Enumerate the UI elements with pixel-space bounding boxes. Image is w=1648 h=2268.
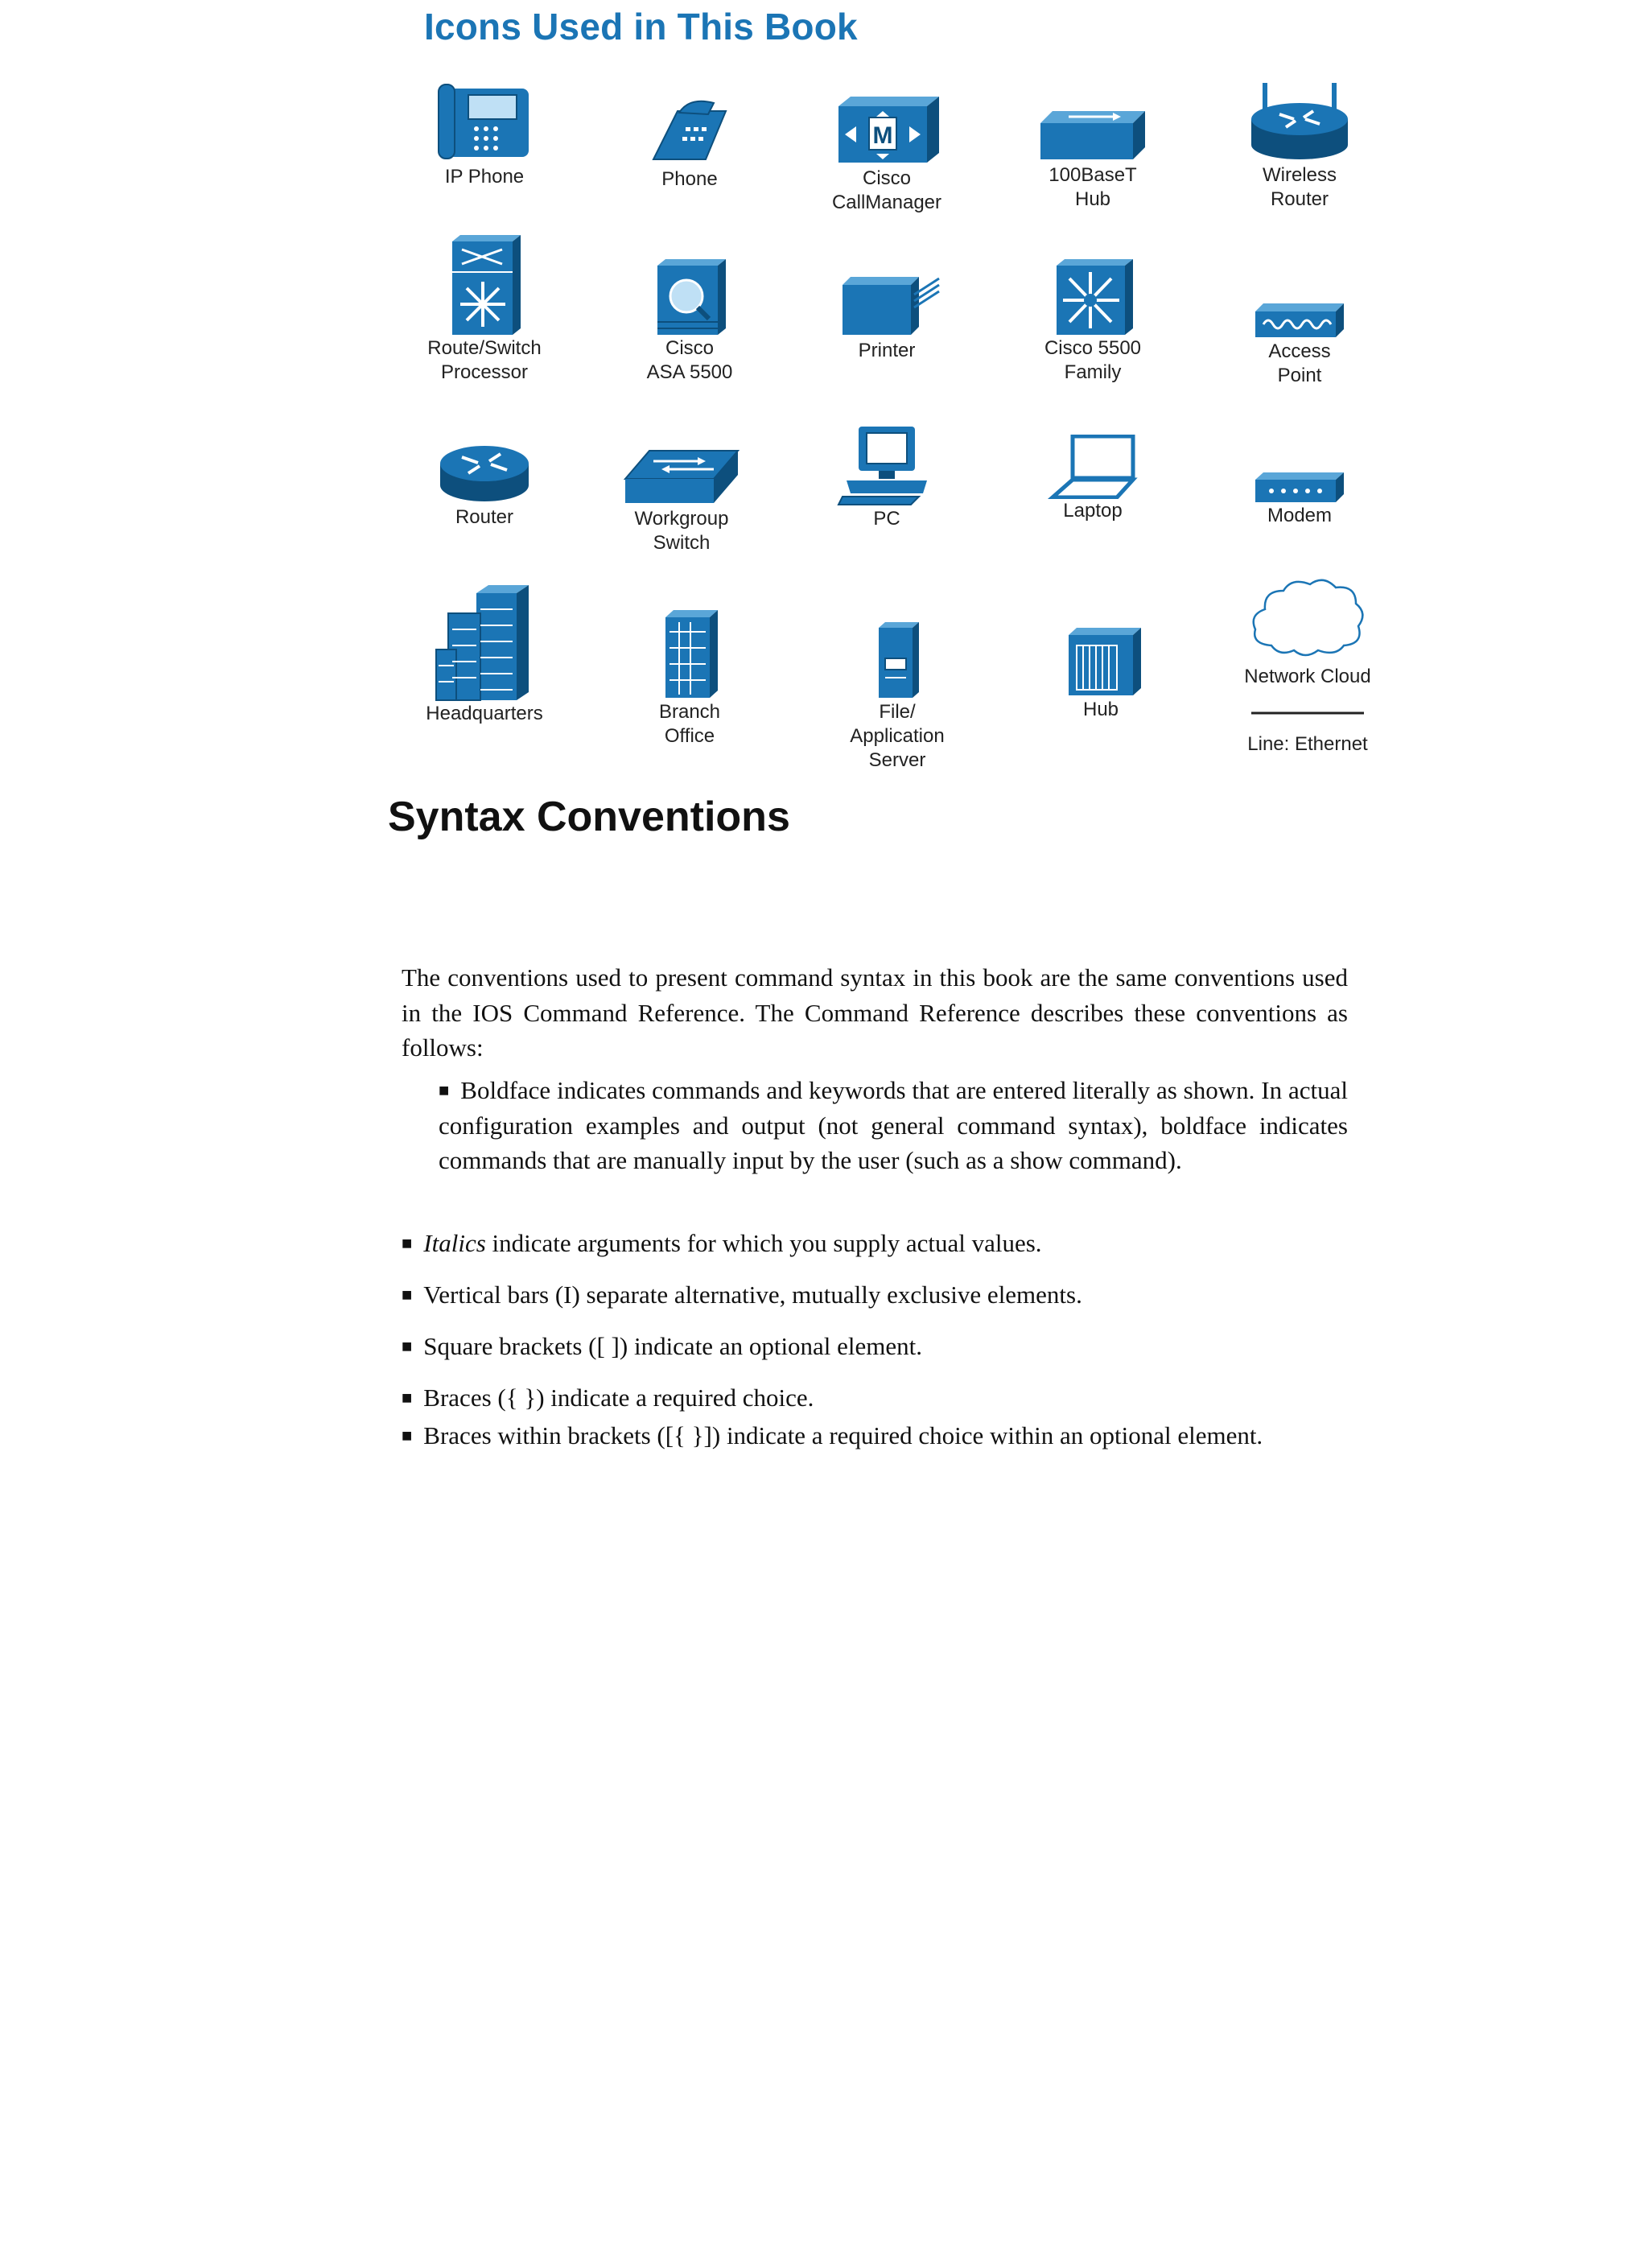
ip-phone-label: IP Phone bbox=[444, 166, 525, 188]
file-server-icon bbox=[869, 620, 925, 700]
bullet-mark: ■ bbox=[402, 1285, 413, 1305]
hub-100baset-icon bbox=[1036, 103, 1149, 163]
printer-label: Printer bbox=[858, 340, 916, 361]
syntax-intro-paragraph: The conventions used to present command syntax in this book are the same conventions used in the IOS Command Reference. The Command Reference describes these conventions as follows: bbox=[402, 963, 1348, 1062]
modem-label: Modem bbox=[1267, 505, 1333, 526]
branch-office-label: Branch Office bbox=[658, 701, 721, 747]
modem-icon bbox=[1251, 470, 1348, 504]
headquarters-label: Headquarters bbox=[426, 703, 543, 724]
bullet-braces-within-brackets bbox=[402, 1418, 1348, 1454]
bullet-boldface bbox=[439, 1073, 1348, 1178]
laptop-label: Laptop bbox=[1063, 500, 1123, 522]
workgroup-switch-label: Workgroup Switch bbox=[634, 508, 729, 554]
cisco-5500-family-label: Cisco 5500 Family bbox=[1044, 337, 1142, 383]
line-ethernet-item bbox=[1203, 710, 1412, 757]
hub-item bbox=[996, 625, 1205, 722]
asa-5500-icon bbox=[649, 256, 730, 336]
svg-text:M: M bbox=[872, 122, 893, 149]
bullet-text: Vertical bars (I) separate alternative, mutually exclusive elements. bbox=[423, 1280, 1082, 1309]
phone-label: Phone bbox=[661, 168, 718, 190]
bullet-vertical-bars bbox=[402, 1277, 1082, 1313]
pc-label: PC bbox=[873, 508, 900, 530]
bullet-mark: ■ bbox=[402, 1233, 413, 1253]
asa-5500-label: Cisco ASA 5500 bbox=[646, 337, 733, 383]
100baset-hub-label: 100BaseT Hub bbox=[1049, 164, 1137, 210]
workgroup-switch-icon bbox=[621, 447, 742, 507]
bullet-square-brackets bbox=[402, 1329, 922, 1364]
cisco-5500-family-icon bbox=[1049, 256, 1137, 336]
bullet-mark: ■ bbox=[439, 1080, 450, 1100]
wireless-router-item bbox=[1195, 79, 1404, 212]
bullet-lead-italics: Italics bbox=[423, 1229, 486, 1257]
icons-section-title: Icons Used in This Book bbox=[424, 6, 858, 47]
headquarters-item bbox=[380, 581, 589, 726]
phone-item bbox=[585, 95, 794, 192]
syntax-conventions-title: Syntax Conventions bbox=[388, 794, 790, 840]
file-server-label: File/ Application Server bbox=[850, 701, 945, 771]
branch-office-item bbox=[585, 608, 794, 748]
wireless-router-label: Wireless Router bbox=[1262, 164, 1337, 210]
bullet-text: Braces within brackets ([{ }]) indicate a required choice within an optional element. bbox=[423, 1421, 1263, 1449]
access-point-label: Access Point bbox=[1268, 340, 1331, 386]
laptop-item bbox=[988, 435, 1197, 523]
bullet-mark: ■ bbox=[402, 1388, 413, 1408]
ip-phone-item bbox=[380, 80, 589, 189]
network-cloud-icon bbox=[1247, 573, 1368, 662]
bullet-text: Square brackets ([ ]) indicate an optional element. bbox=[423, 1332, 923, 1360]
bullet-braces bbox=[402, 1380, 814, 1416]
laptop-icon bbox=[1044, 435, 1141, 499]
callmanager-icon bbox=[830, 90, 943, 167]
router-icon bbox=[436, 441, 533, 505]
access-point-item bbox=[1195, 299, 1404, 388]
router-item bbox=[380, 441, 589, 530]
bullet-mark: ■ bbox=[402, 1336, 413, 1356]
line-ethernet-label: Line: Ethernet bbox=[1247, 733, 1368, 755]
bullet-mark: ■ bbox=[402, 1425, 413, 1445]
access-point-icon bbox=[1251, 299, 1348, 340]
route-switch-processor-item bbox=[380, 232, 589, 385]
cisco-callmanager-item bbox=[782, 90, 991, 215]
wireless-router-icon bbox=[1247, 79, 1352, 163]
printer-icon bbox=[830, 270, 943, 339]
route-switch-processor-icon bbox=[444, 232, 525, 336]
router-label: Router bbox=[455, 506, 514, 528]
bullet-italics bbox=[402, 1226, 1042, 1261]
ip-phone-icon bbox=[432, 80, 537, 165]
phone-icon bbox=[645, 95, 734, 167]
headquarters-icon bbox=[432, 581, 537, 702]
hub-icon bbox=[1057, 625, 1145, 698]
route-switch-processor-label: Route/Switch Processor bbox=[427, 337, 542, 383]
pc-item bbox=[782, 423, 991, 531]
network-cloud-item bbox=[1203, 573, 1412, 689]
cisco-asa-5500-item bbox=[585, 256, 794, 385]
100baset-hub-item bbox=[988, 103, 1197, 212]
printer-item bbox=[782, 270, 991, 363]
bullet-text: Boldface indicates commands and keywords that are entered literally as shown. In actual configuration examples and output (not general command syntax), boldface indicates commands that are manually input by the user (such as a show command). bbox=[439, 1076, 1348, 1174]
bullet-text: Braces ({ }) indicate a required choice. bbox=[423, 1383, 814, 1412]
workgroup-switch-item bbox=[577, 447, 786, 555]
file-application-server-item bbox=[793, 620, 1002, 773]
ethernet-line-icon bbox=[1247, 710, 1368, 716]
modem-item bbox=[1195, 470, 1404, 528]
cisco-5500-family-item bbox=[988, 256, 1197, 385]
bullet-text: indicate arguments for which you supply actual values. bbox=[485, 1229, 1042, 1257]
pc-icon bbox=[834, 423, 939, 507]
branch-office-icon bbox=[653, 608, 726, 700]
callmanager-label: Cisco CallManager bbox=[831, 167, 942, 213]
hub-label: Hub bbox=[1082, 699, 1119, 720]
network-cloud-label: Network Cloud bbox=[1244, 666, 1371, 687]
